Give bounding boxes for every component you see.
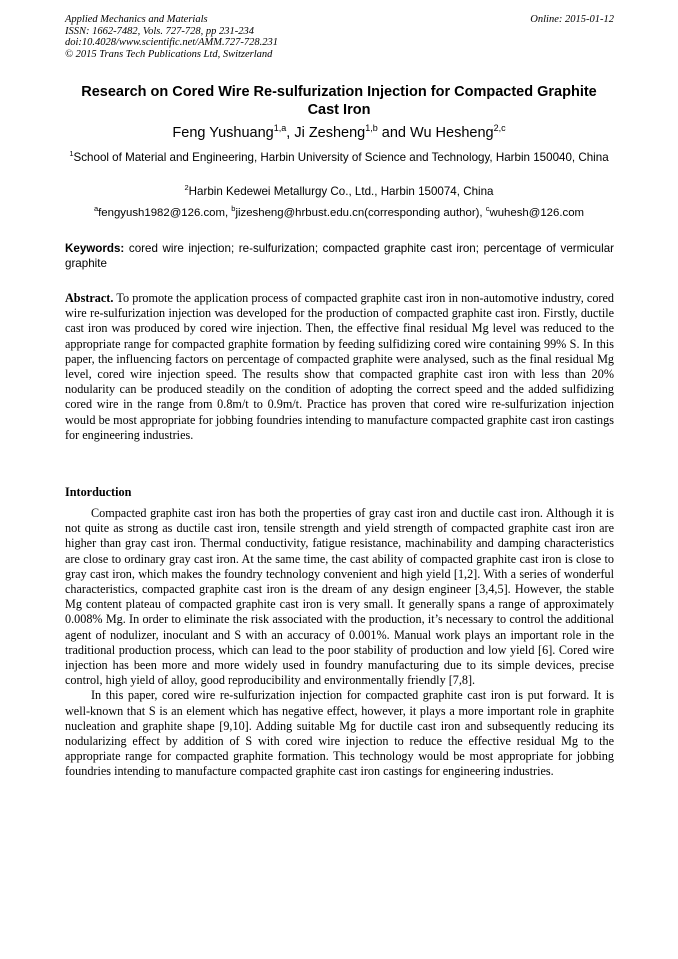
affiliation-2 <box>65 184 613 199</box>
copyright-line: © 2015 Trans Tech Publications Ltd, Switzerland <box>65 48 273 60</box>
author-separator: and <box>377 125 411 141</box>
abstract-text: To promote the application process of compacted graphite cast iron in non-automotive industry, cored wire re-sulfurization injection was developed for the production of compacted graphite cast iron. Firstly, ductile cast iron was produced by cored wire injection. Then, the effective final residual Mg level was reduced to the appropriate range for compacted graphite formation by feeding sulfidizing cored wire containing 99% S. In this paper, the influencing factors on percentage of compacted graphite were analysed, such as the final residual Mg level, cored wire injection speed. The results show that compacted graphite cast iron with less than 20% nodularity can be produced steadily on the condition of adopting the correct speed and the added sulfidizing cored wire in the range from 0.8m/t to 0.9m/t. Practice has proven that cored wire re-sulfurization injection would be most appropriate for jobbing foundries intending to manufacture compacted graphite cast iron castings for engineering industries. <box>65 291 614 442</box>
email-mark: c <box>485 204 490 213</box>
paper-title: Research on Cored Wire Re-sulfurization Injection for Compacted Graphite Cast Iron <box>81 84 597 118</box>
affiliation-text: School of Material and Engineering, Harbin University of Science and Technology, Harbin 150040, China <box>73 151 609 164</box>
abstract <box>65 291 614 443</box>
keywords-text: cored wire injection; re-sulfurization; compacted graphite cast iron; percentage of vermicular graphite <box>65 242 614 270</box>
author-emails <box>65 206 613 221</box>
doi-line[interactable]: doi:10.4028/www.scientific.net/AMM.727-728.231 <box>65 37 278 48</box>
author-list <box>65 125 613 141</box>
author-name: Feng Yushuang <box>172 125 274 141</box>
email-mark: b <box>231 204 236 213</box>
affiliation-mark: 1 <box>69 149 74 158</box>
keywords-label: Keywords: <box>65 242 125 255</box>
author-affiliation-mark: 1,b <box>365 123 378 133</box>
journal-header <box>65 14 278 60</box>
online-date: Online: 2015-01-12 <box>530 14 614 25</box>
author-affiliation-mark: 2,c <box>493 123 506 133</box>
author-name: Wu Hesheng <box>410 125 494 141</box>
author-affiliation-mark: 1,a <box>273 123 287 133</box>
paragraph: In this paper, cored wire re-sulfurization injection for compacted graphite cast iron is put forward. It is well-known that S is an element which has negative effect, however, it plays a more important role in graphite nucleation and graphite shape [9,10]. Adding suitable Mg for ductile cast iron and subsequently reducing its nodularizing effect by addition of S with cored wire injection to reduce the effective residual Mg to the appropriate range for compacted graphite formation. This technology would be most appropriate for jobbing foundries intending to manufacture compacted graphite cast iron castings for engineering industries. <box>65 688 614 779</box>
issn-line: ISSN: 1662-7482, Vols. 727-728, pp 231-234 <box>65 25 254 37</box>
email-mark: a <box>93 204 99 213</box>
abstract-label: Abstract. <box>65 291 114 305</box>
email-address[interactable]: wuhesh@126.com <box>489 207 585 219</box>
affiliation-1 <box>65 150 613 165</box>
email-address[interactable]: fengyush1982@126.com, <box>98 207 232 219</box>
introduction-body <box>65 506 614 780</box>
journal-name: Applied Mechanics and Materials <box>65 14 208 25</box>
section-heading: Intorduction <box>65 485 132 499</box>
paragraph: Compacted graphite cast iron has both the properties of gray cast iron and ductile cast iron. Although it is not quite as strong as ductile cast iron, tensile strength and yield strength of compacted graphite cast iron are higher than gray cast iron. Thermal conductivity, fatigue resistance, machinability and damping characteristics are close to ordinary gray cast iron. At the same time, the cast ability of compacted graphite cast iron is close to gray cast iron, which makes the foundry technology convenient and high yield [1,2]. With a series of wonderful characteristics, compacted graphite cast iron is the dream of any design engineer [3,4,5]. However, the stable Mg content plateau of compacted graphite cast iron is very small. It generally spans a range of approximately 0.008% Mg. In order to eliminate the risk associated with the production, it’s necessary to control the additional agent of nodulizer, inoculant and S with an accuracy of 0.001%. Manual work plays an important role in the traditional production process, which can lead to the poor stability of production and low yield [6]. Cored wire injection has been more and more widely used in foundry manufacturing due to its simple devices, precise control, high yield of alloy, good reproducibility and environmentally friendly [7,8]. <box>65 506 614 688</box>
keywords <box>65 241 614 271</box>
affiliation-mark: 2 <box>184 183 189 192</box>
affiliation-text: Harbin Kedewei Metallurgy Co., Ltd., Harbin 150074, China <box>188 185 494 198</box>
author-name: Ji Zesheng <box>294 125 366 141</box>
email-address[interactable]: jizesheng@hrbust.edu.cn(corresponding author), <box>235 207 486 219</box>
author-separator: , <box>286 125 295 141</box>
